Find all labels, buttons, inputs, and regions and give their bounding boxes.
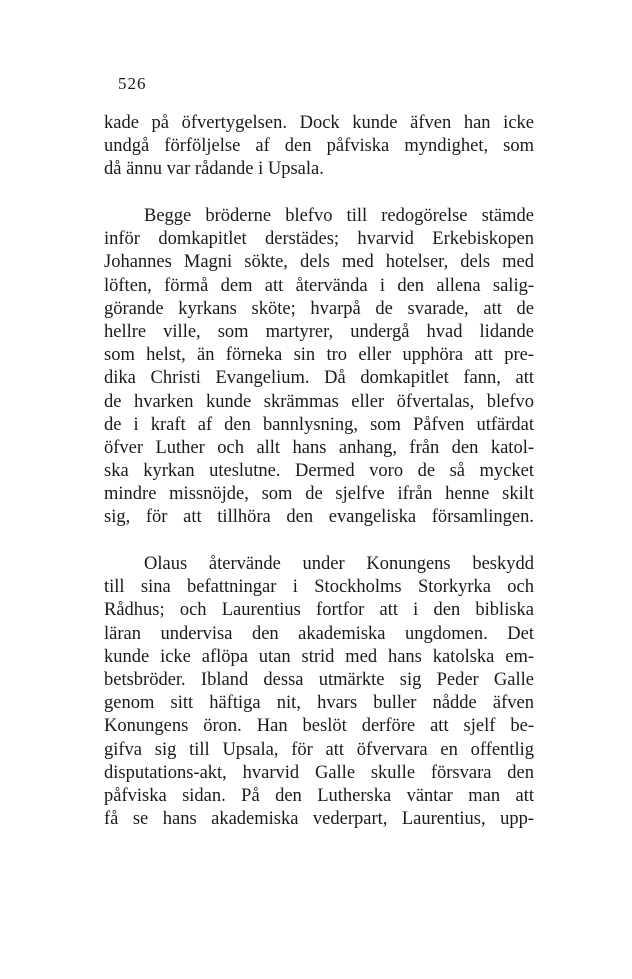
text-line: Rådhus; och Laurentius fortfor att i den bibliska bbox=[104, 600, 534, 621]
text-line: de hvarken kunde skrämmas eller öfvertalas, blefvo bbox=[104, 391, 534, 412]
text-line: hellre ville, som martyrer, undergå hvad lidande bbox=[104, 321, 534, 342]
text-line: betsbröder. Ibland dessa utmärkte sig Peder Galle bbox=[104, 669, 534, 690]
text-line: påfviska sidan. På den Lutherska väntar man att bbox=[104, 785, 534, 806]
text-line: ska kyrkan uteslutne. Dermed voro de så mycket bbox=[104, 461, 534, 482]
text-line: löften, förmå dem att återvända i den allena salig- bbox=[104, 275, 534, 296]
text-line: då ännu var rådande i Upsala. bbox=[104, 159, 324, 180]
text-line: gifva sig till Upsala, för att öfvervara en offentlig bbox=[104, 739, 534, 760]
text-line: kade på öfvertygelsen. Dock kunde äfven han icke bbox=[104, 113, 534, 133]
text-line: få se hans akademiska vederpart, Laurentius, upp- bbox=[104, 809, 534, 830]
text-line: som helst, än förneka sin tro eller upphöra att pre- bbox=[104, 345, 534, 366]
text-line: sig, för att tillhöra den evangeliska församlingen. bbox=[104, 507, 534, 528]
text-line: undgå förföljelse af den påfviska myndighet, som bbox=[104, 136, 534, 157]
text-line: öfver Luther och allt hans anhang, från den katol- bbox=[104, 437, 534, 458]
text-line: genom sitt häftiga nit, hvars buller nådde äfven bbox=[104, 693, 534, 714]
page-number: 526 bbox=[118, 74, 147, 93]
text-line: inför domkapitlet derstädes; hvarvid Erkebiskopen bbox=[104, 229, 534, 250]
text-line: görande kyrkans sköte; hvarpå de svarade, att de bbox=[104, 298, 534, 319]
text-line: läran undervisa den akademiska ungdomen. Det bbox=[104, 623, 534, 644]
paragraph-1 bbox=[104, 112, 534, 182]
text-line: mindre missnöjde, som de sjelfve ifrån henne skilt bbox=[104, 484, 534, 505]
text-line: Johannes Magni sökte, dels med hotelser, dels med bbox=[104, 252, 534, 273]
paragraph-2 bbox=[104, 205, 534, 530]
text-line: Begge bröderne blefvo till redogörelse stämde bbox=[144, 206, 534, 226]
text-line: kunde icke aflöpa utan strid med hans katolska em- bbox=[104, 646, 534, 667]
text-line: till sina befattningar i Stockholms Storkyrka och bbox=[104, 577, 534, 598]
text-line: de i kraft af den bannlysning, som Påfven utfärdat bbox=[104, 414, 534, 435]
text-line: disputations-akt, hvarvid Galle skulle försvara den bbox=[104, 762, 534, 783]
text-line: Konungens öron. Han beslöt derföre att sjelf be- bbox=[104, 716, 534, 737]
text-line: dika Christi Evangelium. Då domkapitlet fann, att bbox=[104, 368, 534, 389]
paragraph-3 bbox=[104, 553, 534, 831]
text-line: Olaus återvände under Konungens beskydd bbox=[144, 554, 534, 574]
